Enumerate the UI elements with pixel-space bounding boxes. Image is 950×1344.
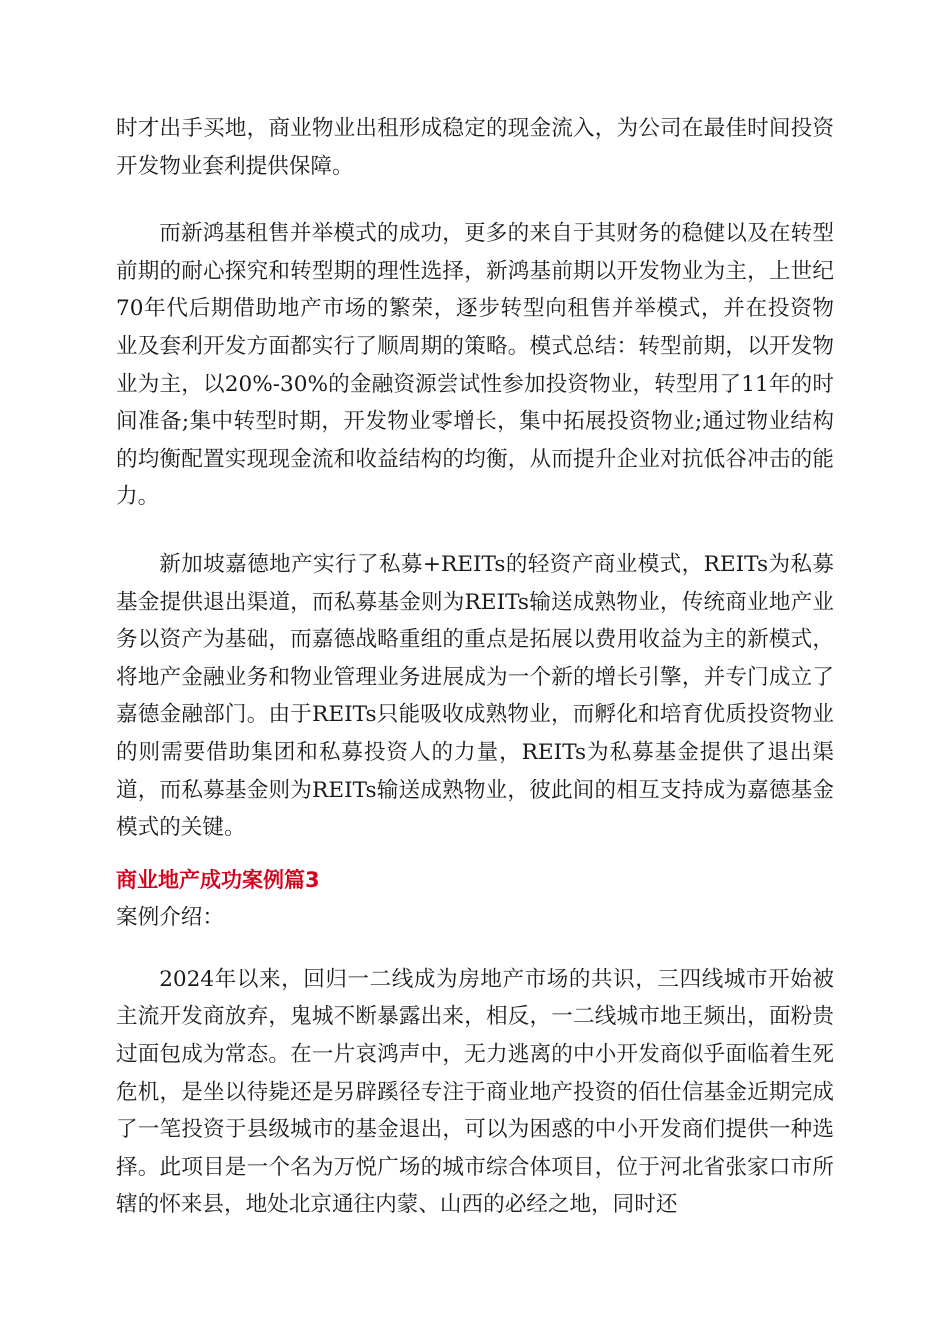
paragraph-case-study: 2024年以来，回归一二线成为房地产市场的共识，三四线城市开始被主流开发商放弃，鬼城不断暴露出来，相反，一二线城市地王频出，面粉贵过面包成为常态。在一片哀鸿声中，无力逃离的中小开发商似乎面临着生死危机，是坐以待毙还是另辟蹊径专注于商业地产投资的佰仕信基金近期完成了一笔投资于县级城市的基金退出，可以为困惑的中小开发商们提供一种选择。此项目是一个名为万悦广场的城市综合体项目，位于河北省张家口市所辖的怀来县，地处北京通往内蒙、山西的必经之地，同时还 [116,966,834,1218]
paragraph-sun-hung-kai: 而新鸿基租售并举模式的成功，更多的来自于其财务的稳健以及在转型前期的耐心探究和转型期的理性选择，新鸿基前期以开发物业为主，上世纪70年代后期借助地产市场的繁荣，逐步转型向租售并举模式，并在投资物业及套利开发方面都实行了顺周期的策略。模式总结：转型前期，以开发物业为主，以20%-30%的金融资源尝试性参加投资物业，转型用了11年的时间准备;集中转型时期，开发物业零增长，集中拓展投资物业;通过物业结构的均衡配置实现现金流和收益结构的均衡，从而提升企业对抗低谷冲击的能力。 [116,221,834,510]
section-heading: 商业地产成功案例篇3 [116,867,320,892]
paragraph-capitaland: 新加坡嘉德地产实行了私募+REITs的轻资产商业模式，REITs为私募基金提供退出渠道，而私募基金则为REITs输送成熟物业，传统商业地产业务以资产为基础，而嘉德战略重组的重点是拓展以费用收益为主的新模式，将地产金融业务和物业管理业务进展成为一个新的增长引擎，并专门成立了嘉德金融部门。由于REITs只能吸收成熟物业，而孵化和培育优质投资物业的则需要借助集团和私募投资人的力量，REITs为私募基金提供了退出渠道，而私募基金则为REITs输送成熟物业，彼此间的相互支持成为嘉德基金模式的关键。 [116,551,834,841]
paragraph-continued: 时才出手买地，商业物业出租形成稳定的现金流入，为公司在最佳时间投资开发物业套利提供保障。 [116,116,834,179]
document-page [116,0,834,1224]
case-intro-label: 案例介绍： [116,905,224,931]
